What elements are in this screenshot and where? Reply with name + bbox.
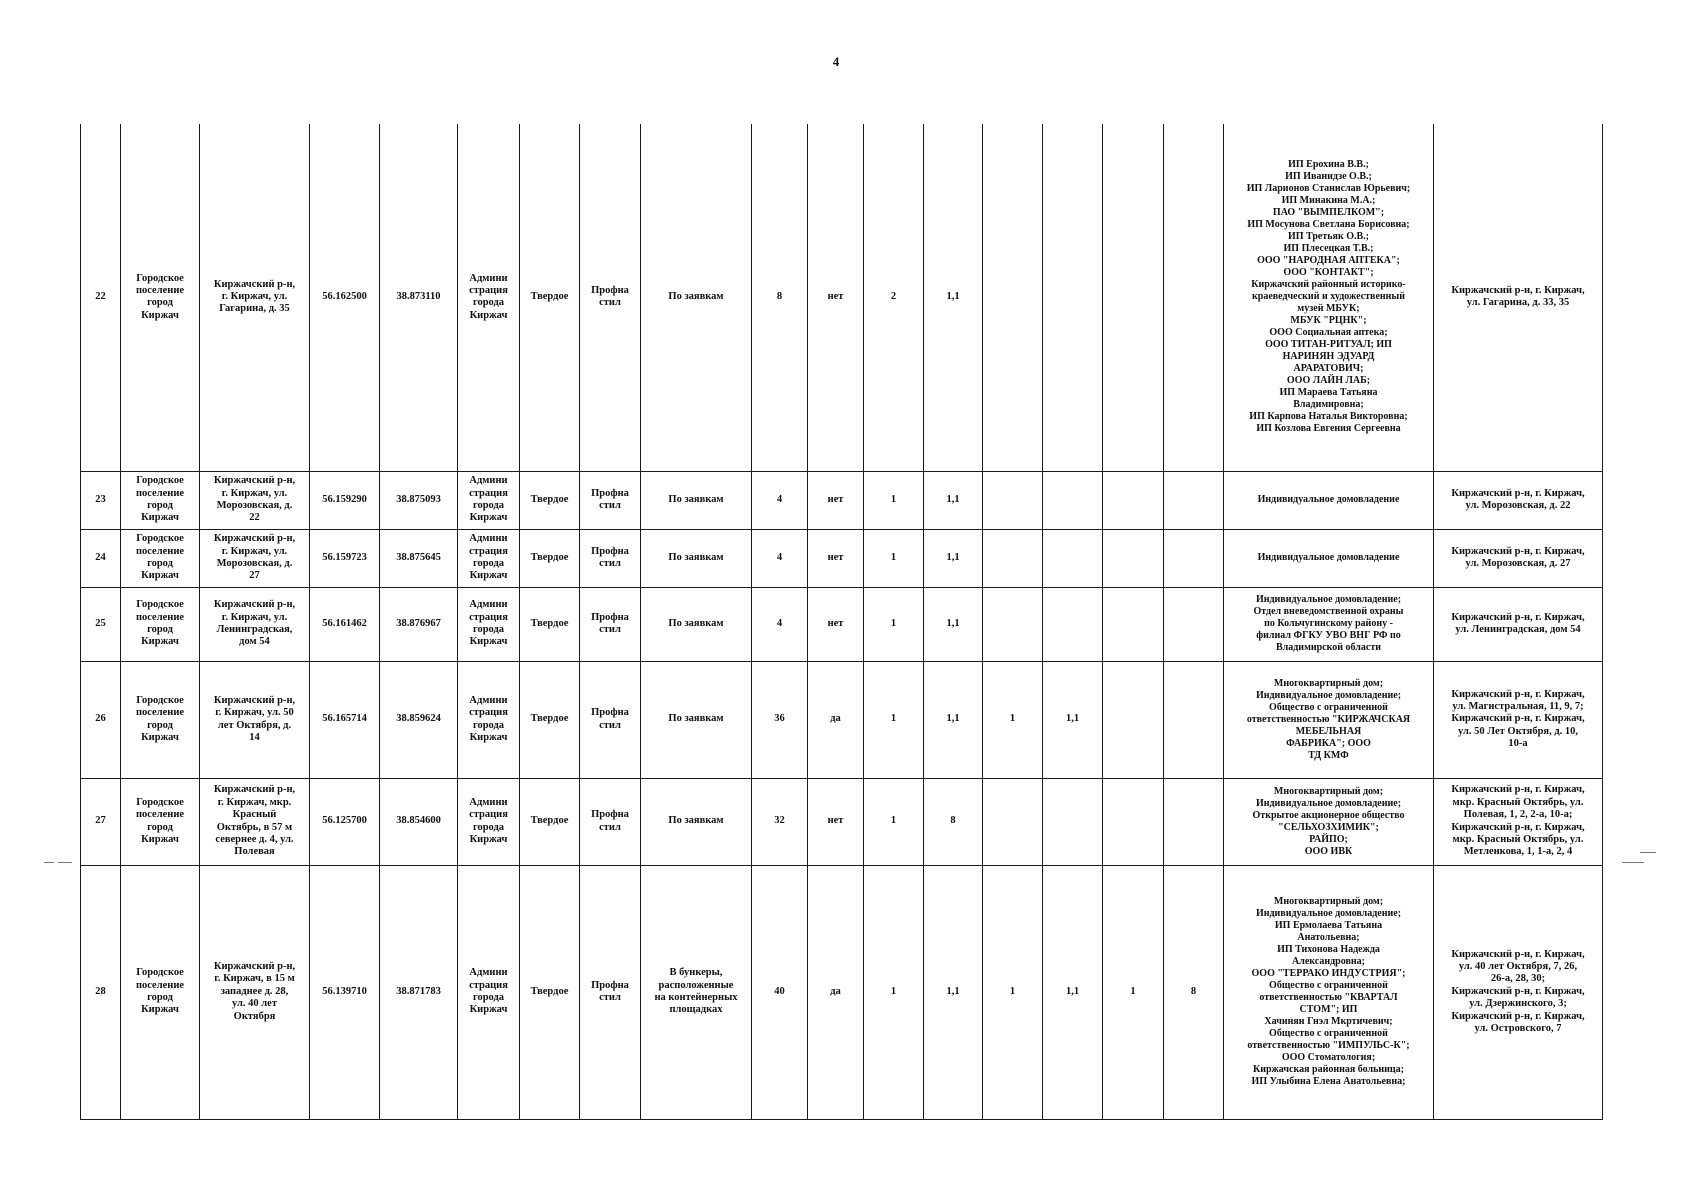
collection-schedule-cell: По заявкам (641, 124, 752, 471)
waste-sources-cell: Индивидуальное домовладение (1224, 529, 1434, 587)
longitude-cell: 38.854600 (380, 778, 458, 865)
container-column-12-cell (1164, 471, 1224, 529)
collection-schedule-cell: По заявкам (641, 778, 752, 865)
containers-count-cell: 36 (752, 661, 808, 778)
latitude-cell: 56.161462 (310, 587, 380, 661)
row-number-cell: 26 (81, 661, 121, 778)
site-address-cell: Киржачский р-н, г. Киржач, в 15 м западнее д. 28, ул. 40 лет Октября (200, 865, 310, 1119)
container-column-8-cell: 1,1 (924, 587, 983, 661)
register-body (81, 124, 1603, 1119)
container-column-6-cell: да (808, 661, 864, 778)
container-column-6-cell: нет (808, 529, 864, 587)
container-column-6-cell: да (808, 865, 864, 1119)
row-number-cell: 22 (81, 124, 121, 471)
waste-sources-cell: Индивидуальное домовладение (1224, 471, 1434, 529)
container-column-9-cell (983, 778, 1043, 865)
waste-sources-cell: Многоквартирный дом; Индивидуальное домовладение; Общество с ограниченной ответственностью "КИРЖАЧСКАЯ МЕБЕЛЬНАЯ ФАБРИКА"; ООО ТД КМФ (1224, 661, 1434, 778)
settlement-cell: Городское поселение город Киржач (121, 124, 200, 471)
settlement-cell: Городское поселение город Киржач (121, 778, 200, 865)
owner-cell: Админи страция города Киржач (458, 661, 520, 778)
table-row (81, 471, 1603, 529)
container-column-11-cell (1103, 529, 1164, 587)
settlement-cell: Городское поселение город Киржач (121, 529, 200, 587)
table-row (81, 587, 1603, 661)
site-address-cell: Киржачский р-н, г. Киржач, ул. Морозовская, д. 27 (200, 529, 310, 587)
row-number-cell: 23 (81, 471, 121, 529)
fence-material-cell: Профна стил (580, 124, 641, 471)
longitude-cell: 38.871783 (380, 865, 458, 1119)
container-column-10-cell (1043, 587, 1103, 661)
latitude-cell: 56.159290 (310, 471, 380, 529)
owner-cell: Админи страция города Киржач (458, 124, 520, 471)
settlement-cell: Городское поселение город Киржач (121, 865, 200, 1119)
container-column-11-cell (1103, 471, 1164, 529)
container-column-7-cell: 1 (864, 661, 924, 778)
container-column-10-cell (1043, 778, 1103, 865)
collection-schedule-cell: В бункеры, расположенные на контейнерных площадках (641, 865, 752, 1119)
latitude-cell: 56.162500 (310, 124, 380, 471)
containers-count-cell: 40 (752, 865, 808, 1119)
container-column-12-cell: 8 (1164, 865, 1224, 1119)
containers-count-cell: 4 (752, 587, 808, 661)
container-column-6-cell: нет (808, 778, 864, 865)
owner-cell: Админи страция города Киржач (458, 529, 520, 587)
fence-material-cell: Профна стил (580, 471, 641, 529)
container-column-10-cell (1043, 529, 1103, 587)
latitude-cell: 56.165714 (310, 661, 380, 778)
collection-schedule-cell: По заявкам (641, 529, 752, 587)
surface-type-cell: Твердое (520, 529, 580, 587)
table-row (81, 661, 1603, 778)
settlement-cell: Городское поселение город Киржач (121, 471, 200, 529)
container-column-7-cell: 1 (864, 471, 924, 529)
waste-sources-cell: Многоквартирный дом; Индивидуальное домовладение; ИП Ермолаева Татьяна Анатольевна; ИП Тихонова Надежда Александровна; ООО "ТЕРРАКО ИНДУСТРИЯ"; Общество с ограниченной ответственностью "КВАРТАЛ СТОМ"; ИП Хачинян Гнэл Мкртичевич; Общество с ограниченной ответственностью "ИМПУЛЬС-К"; ООО Стоматология; Киржачская районная больница; ИП Улыбина Елена Анатольевна; (1224, 865, 1434, 1119)
container-column-8-cell: 1,1 (924, 471, 983, 529)
container-column-12-cell (1164, 587, 1224, 661)
collection-schedule-cell: По заявкам (641, 587, 752, 661)
container-column-8-cell: 1,1 (924, 865, 983, 1119)
container-column-12-cell (1164, 661, 1224, 778)
container-column-11-cell (1103, 124, 1164, 471)
container-sites-register-table (80, 124, 1603, 1120)
container-column-7-cell: 2 (864, 124, 924, 471)
site-address-cell: Киржачский р-н, г. Киржач, ул. Ленинградская, дом 54 (200, 587, 310, 661)
container-column-10-cell: 1,1 (1043, 661, 1103, 778)
fence-material-cell: Профна стил (580, 529, 641, 587)
containers-count-cell: 32 (752, 778, 808, 865)
container-column-12-cell (1164, 778, 1224, 865)
container-column-7-cell: 1 (864, 865, 924, 1119)
container-column-7-cell: 1 (864, 778, 924, 865)
surface-type-cell: Твердое (520, 471, 580, 529)
served-addresses-cell: Киржачский р-н, г. Киржач, ул. Ленинградская, дом 54 (1434, 587, 1603, 661)
longitude-cell: 38.873110 (380, 124, 458, 471)
scan-mark (1622, 862, 1644, 863)
site-address-cell: Киржачский р-н, г. Киржач, ул. 50 лет Октября, д. 14 (200, 661, 310, 778)
settlement-cell: Городское поселение город Киржач (121, 587, 200, 661)
scan-mark (58, 862, 72, 863)
latitude-cell: 56.125700 (310, 778, 380, 865)
container-column-11-cell (1103, 587, 1164, 661)
owner-cell: Админи страция города Киржач (458, 778, 520, 865)
container-column-7-cell: 1 (864, 587, 924, 661)
served-addresses-cell: Киржачский р-н, г. Киржач, ул. Морозовская, д. 27 (1434, 529, 1603, 587)
table-row (81, 865, 1603, 1119)
page-number: 4 (832, 54, 840, 69)
settlement-cell: Городское поселение город Киржач (121, 661, 200, 778)
container-column-12-cell (1164, 124, 1224, 471)
surface-type-cell: Твердое (520, 778, 580, 865)
longitude-cell: 38.859624 (380, 661, 458, 778)
served-addresses-cell: Киржачский р-н, г. Киржач, ул. Магистральная, 11, 9, 7; Киржачский р-н, г. Киржач, ул. 50 Лет Октября, д. 10, 10-а (1434, 661, 1603, 778)
site-address-cell: Киржачский р-н, г. Киржач, ул. Гагарина, д. 35 (200, 124, 310, 471)
fence-material-cell: Профна стил (580, 587, 641, 661)
owner-cell: Админи страция города Киржач (458, 865, 520, 1119)
container-column-10-cell (1043, 124, 1103, 471)
table-row (81, 124, 1603, 471)
container-column-8-cell: 1,1 (924, 529, 983, 587)
container-column-10-cell: 1,1 (1043, 865, 1103, 1119)
fence-material-cell: Профна стил (580, 661, 641, 778)
container-column-6-cell: нет (808, 587, 864, 661)
container-column-7-cell: 1 (864, 529, 924, 587)
container-column-11-cell: 1 (1103, 865, 1164, 1119)
container-column-9-cell: 1 (983, 661, 1043, 778)
row-number-cell: 25 (81, 587, 121, 661)
fence-material-cell: Профна стил (580, 778, 641, 865)
container-column-8-cell: 1,1 (924, 124, 983, 471)
container-column-9-cell (983, 529, 1043, 587)
served-addresses-cell: Киржачский р-н, г. Киржач, ул. Гагарина, д. 33, 35 (1434, 124, 1603, 471)
collection-schedule-cell: По заявкам (641, 661, 752, 778)
containers-count-cell: 4 (752, 471, 808, 529)
surface-type-cell: Твердое (520, 124, 580, 471)
row-number-cell: 27 (81, 778, 121, 865)
longitude-cell: 38.875093 (380, 471, 458, 529)
table-row (81, 529, 1603, 587)
longitude-cell: 38.876967 (380, 587, 458, 661)
site-address-cell: Киржачский р-н, г. Киржач, мкр. Красный Октябрь, в 57 м севернее д. 4, ул. Полевая (200, 778, 310, 865)
waste-sources-cell: Индивидуальное домовладение; Отдел вневедомственной охраны по Кольчугинскому району - филиал ФГКУ УВО ВНГ РФ по Владимирской области (1224, 587, 1434, 661)
served-addresses-cell: Киржачский р-н, г. Киржач, ул. Морозовская, д. 22 (1434, 471, 1603, 529)
container-column-9-cell: 1 (983, 865, 1043, 1119)
container-column-6-cell: нет (808, 471, 864, 529)
container-column-9-cell (983, 124, 1043, 471)
containers-count-cell: 4 (752, 529, 808, 587)
row-number-cell: 24 (81, 529, 121, 587)
container-column-9-cell (983, 587, 1043, 661)
waste-sources-cell: ИП Ерохина В.В.; ИП Иванидзе О.В.; ИП Ларионов Станислав Юрьевич; ИП Минакина М.А.; ПАО "ВЫМПЕЛКОМ"; ИП Мосунова Светлана Борисовна; ИП Третьяк О.В.; ИП Плесецкая Т.В.; ООО "НАРОДНАЯ АПТЕКА"; ООО "КОНТАКТ"; Киржачский районный историко- краеведческий и художественный музей МБУК; МБУК "РЦНК"; ООО Социальная аптека; ООО ТИТАН-РИТУАЛ; ИП НАРИНЯН ЭДУАРД АРАРАТОВИЧ; ООО ЛАЙН ЛАБ; ИП Мараева Татьяна Владимировна; ИП Карпова Наталья Викторовна; ИП Козлова Евгения Сергеевна (1224, 124, 1434, 471)
owner-cell: Админи страция города Киржач (458, 587, 520, 661)
container-column-9-cell (983, 471, 1043, 529)
surface-type-cell: Твердое (520, 865, 580, 1119)
site-address-cell: Киржачский р-н, г. Киржач, ул. Морозовская, д. 22 (200, 471, 310, 529)
waste-sources-cell: Многоквартирный дом; Индивидуальное домовладение; Открытое акционерное общество "СЕЛЬХОЗХИМИК"; РАЙПО; ООО ИВК (1224, 778, 1434, 865)
latitude-cell: 56.139710 (310, 865, 380, 1119)
served-addresses-cell: Киржачский р-н, г. Киржач, мкр. Красный Октябрь, ул. Полевая, 1, 2, 2-а, 10-а; Киржачский р-н, г. Киржач, мкр. Красный Октябрь, ул. Метленкова, 1, 1-а, 2, 4 (1434, 778, 1603, 865)
scan-mark (1640, 852, 1656, 853)
surface-type-cell: Твердое (520, 587, 580, 661)
fence-material-cell: Профна стил (580, 865, 641, 1119)
collection-schedule-cell: По заявкам (641, 471, 752, 529)
container-column-8-cell: 8 (924, 778, 983, 865)
longitude-cell: 38.875645 (380, 529, 458, 587)
container-column-10-cell (1043, 471, 1103, 529)
container-column-11-cell (1103, 778, 1164, 865)
container-column-11-cell (1103, 661, 1164, 778)
scan-mark (44, 862, 54, 863)
container-column-6-cell: нет (808, 124, 864, 471)
container-column-8-cell: 1,1 (924, 661, 983, 778)
served-addresses-cell: Киржачский р-н, г. Киржач, ул. 40 лет Октября, 7, 26, 26-а, 28, 30; Киржачский р-н, г. Киржач, ул. Дзержинского, 3; Киржачский р-н, г. Киржач, ул. Островского, 7 (1434, 865, 1603, 1119)
containers-count-cell: 8 (752, 124, 808, 471)
latitude-cell: 56.159723 (310, 529, 380, 587)
table-row (81, 778, 1603, 865)
row-number-cell: 28 (81, 865, 121, 1119)
owner-cell: Админи страция города Киржач (458, 471, 520, 529)
surface-type-cell: Твердое (520, 661, 580, 778)
container-column-12-cell (1164, 529, 1224, 587)
